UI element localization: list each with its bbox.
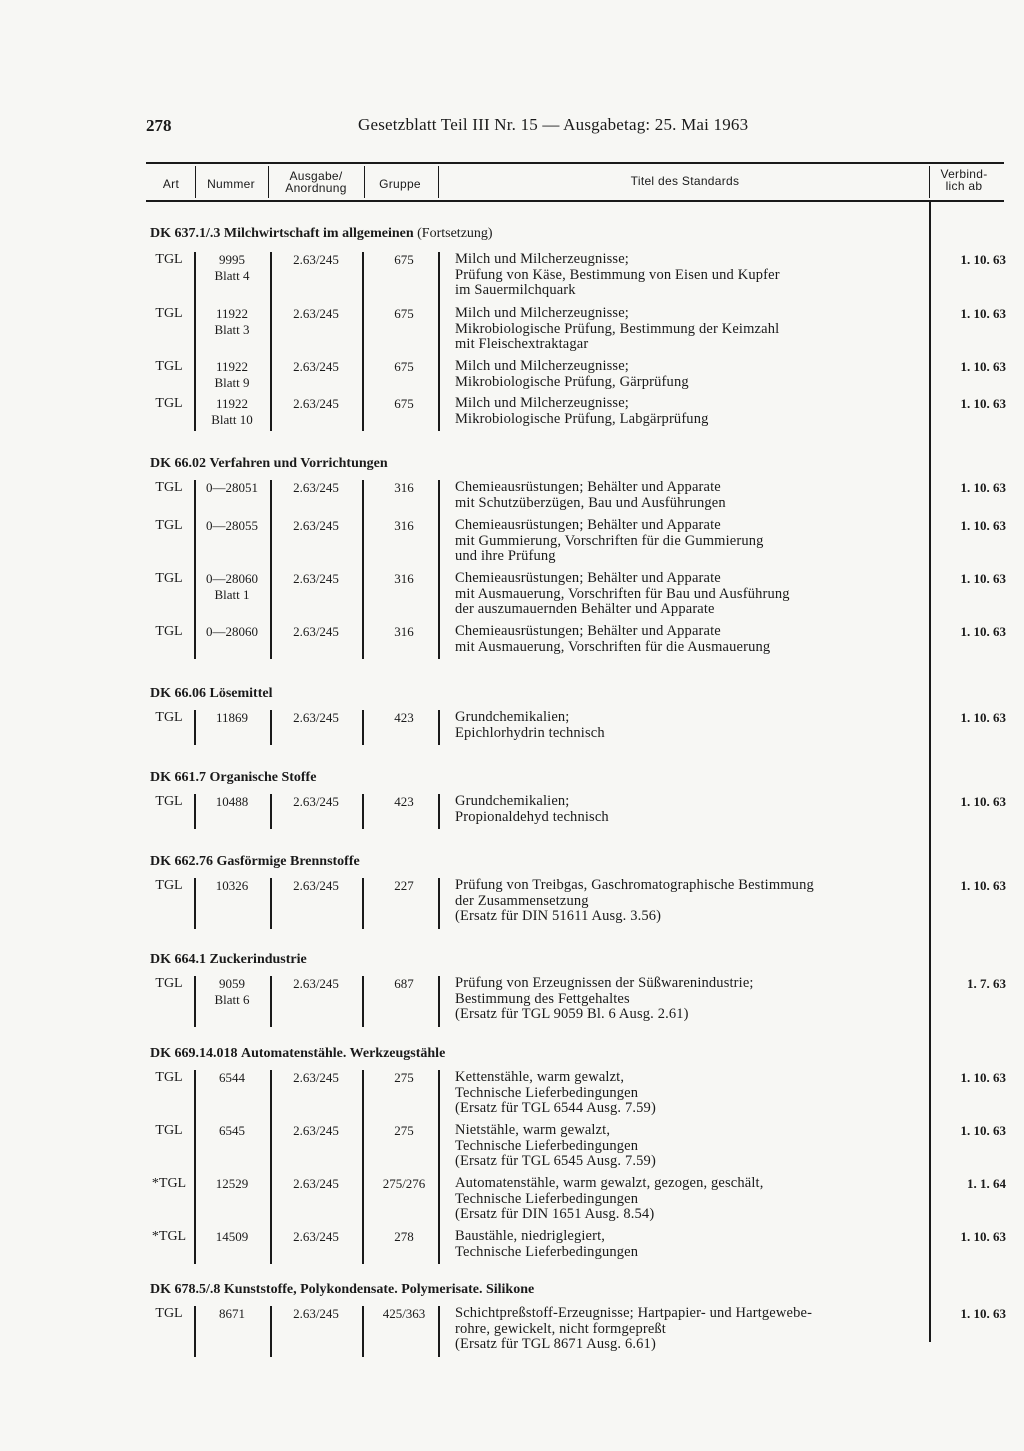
row-nummer — [194, 1229, 270, 1245]
row-verbindlich-ab: 1. 10. 63 — [960, 518, 1006, 533]
row-ausgabe: 2.63/245 — [293, 1123, 339, 1138]
row-titel-line: (Ersatz für TGL 6545 Ausg. 7.59) — [455, 1153, 656, 1169]
row-nummer — [194, 1123, 270, 1139]
row-art: TGL — [155, 480, 183, 495]
row-art: TGL — [155, 710, 183, 725]
section-code: DK 678.5/.8 — [150, 1282, 221, 1297]
row-titel — [455, 1123, 925, 1170]
row-nummer — [194, 396, 270, 427]
row-nummer-line: 9059 — [219, 976, 245, 991]
row-gruppe: 423 — [394, 794, 414, 809]
section-heading — [150, 952, 307, 968]
section-heading — [150, 1282, 534, 1298]
row-art: TGL — [155, 1306, 183, 1321]
row-gruppe: 316 — [394, 518, 414, 533]
row-nummer-line: 14509 — [215, 1229, 249, 1244]
section-code: DK 669.14.018 — [150, 1046, 238, 1061]
row-nummer-line: 12529 — [215, 1176, 249, 1191]
row-art: TGL — [155, 794, 183, 809]
row-titel-line: im Sauermilchquark — [455, 282, 576, 298]
row-nummer-line: Blatt 4 — [214, 267, 250, 283]
row-titel-line: Grundchemikalien; — [455, 709, 570, 725]
row-gruppe: 675 — [394, 306, 414, 321]
row-verbindlich-ab: 1. 10. 63 — [960, 1229, 1006, 1244]
row-art: TGL — [155, 396, 183, 411]
row-titel-line: Baustähle, niedriglegiert, — [455, 1228, 606, 1244]
column-rule — [438, 794, 440, 829]
row-nummer — [194, 480, 270, 496]
row-titel-line: Automatenstähle, warm gewalzt, gezogen, geschält, — [455, 1175, 764, 1191]
section-code: DK 664.1 — [150, 952, 206, 967]
row-verbindlich-ab: 1. 10. 63 — [960, 480, 1006, 495]
column-rule — [362, 1070, 364, 1264]
column-rule — [362, 480, 364, 659]
row-nummer-line: 11869 — [215, 710, 249, 725]
row-nummer — [194, 518, 270, 534]
section-code: DK 661.7 — [150, 770, 206, 785]
section-heading — [150, 686, 272, 702]
row-ausgabe: 2.63/245 — [293, 976, 339, 991]
row-titel-line: und ihre Prüfung — [455, 548, 556, 564]
row-nummer-line: 0—28060 — [206, 624, 258, 639]
row-gruppe: 316 — [394, 480, 414, 495]
row-verbindlich-ab: 1. 10. 63 — [960, 1123, 1006, 1138]
header-verbindlich — [932, 168, 996, 192]
column-rule — [270, 878, 272, 929]
row-art: TGL — [155, 571, 183, 586]
row-titel-line: mit Fleischextraktagar — [455, 336, 589, 352]
section-name: Kunststoffe, Polykondensate. Polymerisate. Silikone — [223, 1282, 535, 1297]
header-divider — [929, 166, 930, 198]
column-rule — [270, 710, 272, 745]
row-verbindlich-ab: 1. 10. 63 — [960, 571, 1006, 586]
row-ausgabe: 2.63/245 — [293, 306, 339, 321]
row-titel-line: Chemieausrüstungen; Behälter und Apparate — [455, 623, 721, 639]
row-nummer — [194, 1070, 270, 1086]
column-rule — [438, 480, 440, 659]
row-titel — [455, 359, 925, 390]
row-titel-line: Kettenstähle, warm gewalzt, — [455, 1069, 625, 1085]
row-ausgabe: 2.63/245 — [293, 1070, 339, 1085]
row-titel-line: (Ersatz für DIN 51611 Ausg. 3.56) — [455, 908, 662, 924]
row-titel-line: mit Schutzüberzügen, Bau und Ausführungen — [455, 494, 726, 511]
row-titel-line: Propionaldehyd technisch — [455, 808, 609, 825]
row-titel-line: Bestimmung des Fettgehaltes — [455, 990, 630, 1007]
column-rule — [362, 710, 364, 745]
section-name: Lösemittel — [209, 686, 273, 701]
row-art: TGL — [155, 252, 183, 267]
row-titel-line: Nietstähle, warm gewalzt, — [455, 1122, 611, 1138]
row-titel-line: (Ersatz für TGL 6544 Ausg. 7.59) — [455, 1100, 656, 1116]
row-titel — [455, 878, 925, 925]
row-titel — [455, 396, 925, 427]
row-nummer — [194, 252, 270, 283]
row-ausgabe: 2.63/245 — [293, 252, 339, 267]
row-titel-line: Technische Lieferbedingungen — [455, 1084, 639, 1101]
row-titel-line: Epichlorhydrin technisch — [455, 724, 605, 741]
row-art: TGL — [155, 518, 183, 533]
row-titel — [455, 1176, 925, 1223]
row-titel — [455, 480, 925, 511]
row-art: TGL — [155, 1070, 183, 1085]
row-titel-line: mit Ausmauerung, Vorschriften für Bau und Ausführung — [455, 585, 790, 602]
row-titel-line: der auszumauernden Behälter und Apparate — [455, 601, 715, 617]
row-titel-line: Technische Lieferbedingungen — [455, 1190, 639, 1207]
row-verbindlich-ab: 1. 10. 63 — [960, 624, 1006, 639]
row-verbindlich-ab: 1. 10. 63 — [960, 794, 1006, 809]
row-verbindlich-ab: 1. 10. 63 — [960, 1070, 1006, 1085]
row-titel — [455, 1229, 925, 1260]
column-rule — [270, 1306, 272, 1357]
row-ausgabe: 2.63/245 — [293, 1229, 339, 1244]
row-gruppe: 687 — [394, 976, 414, 991]
row-titel-line: Milch und Milcherzeugnisse; — [455, 251, 629, 267]
row-verbindlich-ab: 1. 10. 63 — [960, 1306, 1006, 1321]
row-titel-line: Technische Lieferbedingungen — [455, 1137, 639, 1154]
row-gruppe: 275 — [394, 1070, 414, 1085]
column-rule — [194, 794, 196, 829]
row-nummer — [194, 794, 270, 810]
column-rule — [270, 252, 272, 431]
section-name: Zuckerindustrie — [209, 952, 307, 967]
row-nummer-line: 0—28060 — [206, 571, 258, 586]
page-number: 278 — [146, 116, 172, 135]
row-titel — [455, 624, 925, 655]
row-nummer-line: 8671 — [219, 1306, 245, 1321]
row-nummer-line: 6545 — [219, 1123, 245, 1138]
row-nummer — [194, 1306, 270, 1322]
row-titel — [455, 710, 925, 741]
row-verbindlich-ab: 1. 10. 63 — [960, 396, 1006, 411]
row-titel-line: (Ersatz für DIN 1651 Ausg. 8.54) — [455, 1206, 655, 1222]
section-name: Automatenstähle. Werkzeugstähle — [241, 1046, 446, 1061]
row-nummer — [194, 571, 270, 602]
row-verbindlich-ab: 1. 10. 63 — [960, 306, 1006, 321]
row-titel — [455, 976, 925, 1023]
row-art: TGL — [155, 624, 183, 639]
column-rule — [194, 976, 196, 1027]
column-rule — [438, 878, 440, 929]
row-titel — [455, 1070, 925, 1117]
header-ausgabe-line2: Anordnung — [285, 181, 347, 195]
row-titel-line: mit Gummierung, Vorschriften für die Gummierung — [455, 532, 764, 549]
row-ausgabe: 2.63/245 — [293, 1306, 339, 1321]
row-gruppe: 227 — [394, 878, 414, 893]
row-gruppe: 675 — [394, 359, 414, 374]
row-nummer-line: Blatt 10 — [211, 411, 253, 427]
header-divider — [268, 166, 269, 198]
header-ausgabe — [270, 170, 362, 194]
row-ausgabe: 2.63/245 — [293, 878, 339, 893]
running-head: Gesetzblatt Teil III Nr. 15 — Ausgabetag: 25. Mai 1963 — [358, 115, 749, 134]
row-ausgabe: 2.63/245 — [293, 794, 339, 809]
row-nummer — [194, 359, 270, 390]
section-suffix: (Fortsetzung) — [417, 226, 493, 241]
row-titel-line: Prüfung von Treibgas, Gaschromatographische Bestimmung — [455, 877, 814, 893]
row-ausgabe: 2.63/245 — [293, 1176, 339, 1191]
section-heading — [150, 226, 493, 242]
row-titel-line: der Zusammensetzung — [455, 892, 589, 909]
section-name: Gasförmige Brennstoffe — [216, 854, 360, 869]
column-rule — [270, 1070, 272, 1264]
row-art: TGL — [155, 306, 183, 321]
row-gruppe: 316 — [394, 624, 414, 639]
column-rule — [194, 878, 196, 929]
row-nummer-line: 6544 — [219, 1070, 245, 1085]
row-nummer — [194, 878, 270, 894]
row-titel-line: Technische Lieferbedingungen — [455, 1243, 639, 1260]
row-nummer-line: 11922 — [215, 359, 249, 374]
section-name: Organische Stoffe — [209, 770, 317, 785]
row-gruppe: 425/363 — [382, 1306, 426, 1321]
row-titel — [455, 571, 925, 618]
section-code: DK 66.06 — [150, 686, 206, 701]
row-nummer-line: Blatt 6 — [214, 991, 250, 1007]
row-gruppe: 675 — [394, 396, 414, 411]
row-nummer-line: 10326 — [215, 878, 249, 893]
row-gruppe: 675 — [394, 252, 414, 267]
column-rule — [438, 1070, 440, 1264]
row-nummer — [194, 710, 270, 726]
row-nummer-line: Blatt 9 — [214, 374, 250, 390]
row-ausgabe: 2.63/245 — [293, 359, 339, 374]
column-rule — [194, 1070, 196, 1264]
row-nummer-line: 0—28055 — [206, 518, 258, 533]
row-nummer-line: Blatt 1 — [214, 586, 250, 602]
header-gruppe: Gruppe — [379, 177, 421, 191]
section-code: DK 662.76 — [150, 854, 213, 869]
header-divider — [364, 166, 365, 198]
column-rule — [438, 252, 440, 431]
row-nummer — [194, 1176, 270, 1192]
row-nummer-line: 11922 — [215, 306, 249, 321]
column-rule — [270, 976, 272, 1027]
column-rule — [194, 252, 196, 431]
column-rule — [362, 976, 364, 1027]
row-titel-line: Milch und Milcherzeugnisse; — [455, 305, 629, 321]
section-heading — [150, 854, 360, 870]
section-code: DK 637.1/.3 — [150, 226, 221, 241]
row-titel — [455, 1306, 925, 1353]
header-divider — [438, 166, 439, 198]
row-titel-line: Chemieausrüstungen; Behälter und Apparate — [455, 479, 721, 495]
right-column-rule — [929, 200, 931, 1342]
row-art: TGL — [155, 1123, 183, 1138]
row-titel-line: Mikrobiologische Prüfung, Labgärprüfung — [455, 410, 709, 427]
row-art: *TGL — [151, 1229, 187, 1244]
section-heading — [150, 770, 316, 786]
header-rule-top — [146, 162, 1004, 164]
row-titel — [455, 306, 925, 353]
section-code: DK 66.02 — [150, 456, 206, 471]
row-titel-line: Mikrobiologische Prüfung, Gärprüfung — [455, 373, 689, 390]
column-rule — [270, 480, 272, 659]
row-gruppe: 316 — [394, 571, 414, 586]
row-titel-line: Grundchemikalien; — [455, 793, 570, 809]
row-gruppe: 278 — [394, 1229, 414, 1244]
section-heading — [150, 456, 388, 472]
row-nummer-line: 9995 — [219, 252, 245, 267]
row-nummer-line: 0—28051 — [206, 480, 258, 495]
header-divider — [195, 166, 196, 198]
column-rule — [438, 710, 440, 745]
column-rule — [270, 794, 272, 829]
row-nummer — [194, 976, 270, 1007]
row-gruppe: 275/276 — [382, 1176, 426, 1191]
header-art: Art — [162, 177, 180, 191]
row-titel-line: (Ersatz für TGL 9059 Bl. 6 Ausg. 2.61) — [455, 1006, 689, 1022]
row-verbindlich-ab: 1. 10. 63 — [960, 359, 1006, 374]
row-nummer — [194, 624, 270, 640]
row-titel-line: Chemieausrüstungen; Behälter und Apparate — [455, 517, 721, 533]
row-nummer — [194, 306, 270, 337]
row-gruppe: 275 — [394, 1123, 414, 1138]
row-titel — [455, 794, 925, 825]
column-rule — [194, 480, 196, 659]
row-verbindlich-ab: 1. 1. 64 — [967, 1176, 1006, 1191]
row-titel — [455, 252, 925, 299]
header-rule-bottom — [146, 200, 1004, 202]
row-titel-line: Chemieausrüstungen; Behälter und Apparate — [455, 570, 721, 586]
row-titel-line: rohre, gewickelt, nicht formgepreßt — [455, 1320, 666, 1337]
column-rule — [438, 1306, 440, 1357]
header-ausgabe-line1: Ausgabe/ — [289, 169, 343, 183]
column-rule — [194, 710, 196, 745]
row-verbindlich-ab: 1. 10. 63 — [960, 710, 1006, 725]
row-titel-line: Mikrobiologische Prüfung, Bestimmung der Keimzahl — [455, 320, 780, 337]
column-rule — [362, 1306, 364, 1357]
row-art: *TGL — [151, 1176, 187, 1191]
row-ausgabe: 2.63/245 — [293, 396, 339, 411]
section-name: Milchwirtschaft im allgemeinen — [223, 226, 414, 241]
row-gruppe: 423 — [394, 710, 414, 725]
column-rule — [362, 878, 364, 929]
row-ausgabe: 2.63/245 — [293, 518, 339, 533]
section-heading — [150, 1046, 445, 1062]
row-verbindlich-ab: 1. 7. 63 — [967, 976, 1006, 991]
header-verbindlich-line1: Verbind- — [940, 167, 988, 181]
row-art: TGL — [155, 878, 183, 893]
row-ausgabe: 2.63/245 — [293, 480, 339, 495]
row-art: TGL — [155, 976, 183, 991]
header-titel: Titel des Standards — [630, 174, 740, 188]
column-rule — [438, 976, 440, 1027]
header-verbindlich-line2: lich ab — [945, 179, 983, 193]
row-titel — [455, 518, 925, 565]
row-nummer-line: 11922 — [215, 396, 249, 411]
row-titel-line: mit Ausmauerung, Vorschriften für die Ausmauerung — [455, 638, 771, 655]
row-ausgabe: 2.63/245 — [293, 710, 339, 725]
row-ausgabe: 2.63/245 — [293, 571, 339, 586]
header-nummer: Nummer — [207, 177, 255, 191]
row-verbindlich-ab: 1. 10. 63 — [960, 252, 1006, 267]
row-ausgabe: 2.63/245 — [293, 624, 339, 639]
column-rule — [194, 1306, 196, 1357]
row-titel-line: (Ersatz für TGL 8671 Ausg. 6.61) — [455, 1336, 656, 1352]
row-titel-line: Milch und Milcherzeugnisse; — [455, 395, 629, 411]
row-titel-line: Milch und Milcherzeugnisse; — [455, 358, 629, 374]
section-name: Verfahren und Vorrichtungen — [209, 456, 388, 471]
row-titel-line: Prüfung von Erzeugnissen der Süßwarenindustrie; — [455, 975, 754, 991]
row-nummer-line: Blatt 3 — [214, 321, 250, 337]
row-nummer-line: 10488 — [215, 794, 249, 809]
row-art: TGL — [155, 359, 183, 374]
column-rule — [362, 794, 364, 829]
row-verbindlich-ab: 1. 10. 63 — [960, 878, 1006, 893]
row-titel-line: Prüfung von Käse, Bestimmung von Eisen und Kupfer — [455, 266, 780, 283]
column-rule — [362, 252, 364, 431]
row-titel-line: Schichtpreßstoff-Erzeugnisse; Hartpapier- und Hartgewebe- — [455, 1305, 813, 1321]
